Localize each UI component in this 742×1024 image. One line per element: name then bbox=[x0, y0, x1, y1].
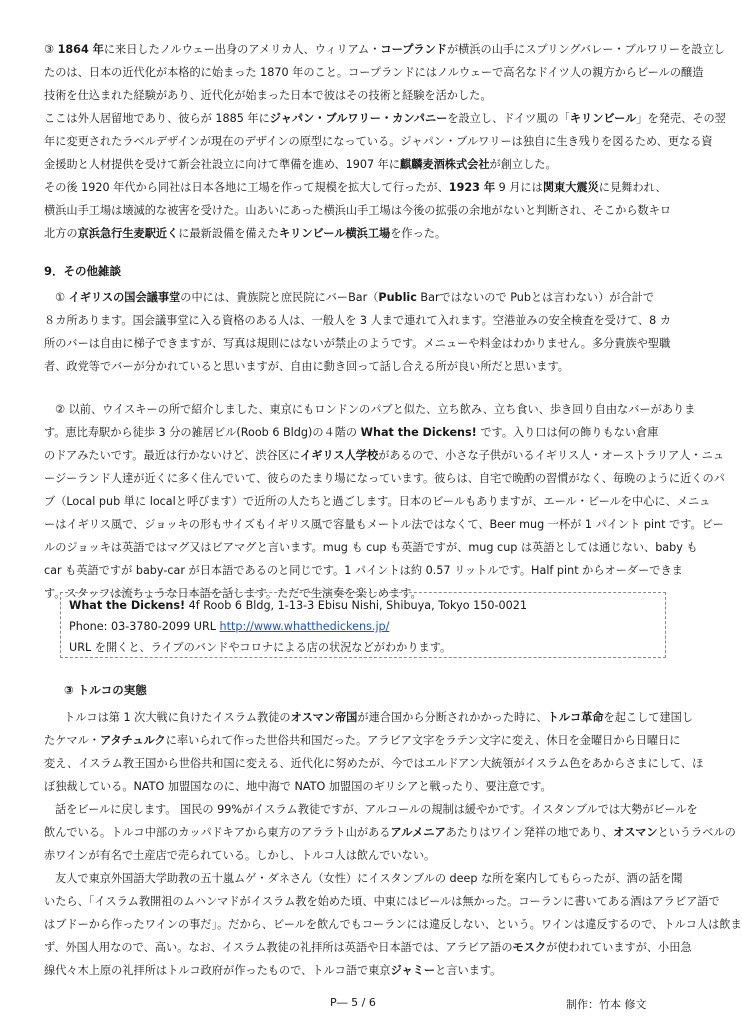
text-line: 横浜山手工場は壊滅的な被害を受けた。山あいにあった横浜山手工場は今後の拡張の余地がないと判断され、そこから数キロ bbox=[44, 204, 672, 217]
text-line: ここは外人居留地であり、彼らが 1885 年にジャパン・ブルワリー・カンパニーを設立し、ドイツ風の「キリンビール」を発売、その翌 bbox=[44, 112, 726, 125]
venue-info-box bbox=[60, 592, 666, 658]
item-3-text bbox=[44, 706, 742, 982]
text-line: はブドーから作ったワインの事だ」。だから、ビールを飲んでもコーランには違反しない、という。ワインは違反するので、トルコ人は飲ま bbox=[44, 918, 742, 931]
venue-address-line: What the Dickens! 4f Roob 6 Bldg, 1-13-3 Ebisu Nishi, Shibuya, Tokyo 150-0021 bbox=[69, 599, 527, 612]
text-line: のドアみたいです。最近は行かないけど、渋谷区にイギリス人学校があるので、小さな子供がいるイギリス人・オーストラリア人・ニュ bbox=[44, 449, 724, 462]
text-line: ブ（Local pub 単に localと呼びます）で近所の人たちと過ごします。日本のビールもありますが、エール・ビールを中心に、メニュ bbox=[44, 495, 711, 508]
text-line: 友人で東京外国語大学助教の五十嵐ムゲ・ダネさん（女性）にイスタンブルの deep な所を案内してもらったが、酒の話を聞 bbox=[55, 872, 683, 885]
text-line: 線代々木上原の礼拝所はトルコ政府が作ったもので、トルコ語で東京ジャミーと言います。 bbox=[44, 964, 502, 977]
text-line: ージーランド人達が近くに多く住んでいて、彼らのたまり場になっています。彼らは、自宅で晩酌の習慣がなく、毎晩のように近くのパ bbox=[44, 472, 725, 485]
text-line: 話をビールに戻します。 国民の 99%がイスラム教徒ですが、アルコールの規制は緩やかです。イスタンブルでは大勢がビールを bbox=[55, 803, 698, 816]
text-line: 飲んでいる。トルコ中部のカッパドキアから東方のアララト山があるアルメニアあたりはワイン発祥の地であり、オスマンというラベルの bbox=[44, 826, 736, 839]
venue-note: URL を開くと、ライブのバンドやコロナによる店の状況などがわかります。 bbox=[69, 641, 452, 654]
text-line: たケマル・アタチュルクに率いられて作った世俗共和国だった。アラビア文字をラテン文字に変え、休日を金曜日から日曜日に bbox=[44, 734, 681, 747]
text-line: ① イギリスの国会議事堂の中には、貴族院と庶民院にバーBar（Public Barではないので Pubとは言わない）が合計で bbox=[55, 291, 655, 304]
item-2-text bbox=[44, 398, 725, 605]
text-line: たのは、日本の近代化が本格的に始まった 1870 年のこと。コープランドにはノルウェーで高名なドイツ人の親方からビールの醸造 bbox=[44, 66, 704, 79]
text-line: 所のバーは自由に梯子できますが、写真は規則にはないが禁止のようです。メニューや料金はわかりません。多分貴族や聖職 bbox=[44, 337, 671, 350]
text-line: トルコは第 1 次大戦に負けたイスラム教徒のオスマン帝国が連合国から分断されかかった時に、トルコ革命を起こして建国し bbox=[64, 711, 694, 724]
text-line: ルのジョッキは英語ではマグ又はビアマグと言います。mug も cup も英語ですが、mug cup は英語としては通じない、baby も bbox=[44, 541, 698, 554]
text-line: ず、外国人用なので、高い。なお、イスラム教徒の礼拝所は英語や日本語では、アラビア語のモスクが使われていますが、小田急 bbox=[44, 941, 692, 954]
text-line: 者、政党等でバーが分かれていると思いますが、自由に動き回って話し合える所が良い所だと思います。 bbox=[44, 360, 569, 373]
text-line: いたら、「イスラム教開祖のムハンマドがイスラム教を始めた頃、中東にはビールは無かった。コーランに書いてある酒はアラビア語で bbox=[44, 895, 720, 908]
text-line: ② 以前、ウイスキーの所で紹介しました、東京にもロンドンのパブと似た、立ち飲み、立ち食い、歩き回り自由なバーがありま bbox=[55, 403, 696, 416]
text-line: す。恵比寿駅から徒歩 3 分の雑居ビル(Roob 6 Bldg)の４階の What the Dickens! です。入り口は何の飾りもない倉庫 bbox=[44, 426, 659, 439]
text-line: 技術を仕込まれた経験があり、近代化が始まった日本で彼はその技術と経験を活かした。 bbox=[44, 89, 492, 102]
text-line: ーはイギリス風で、ジョッキの形もサイズもイギリス風で容量もメートル法ではなくて、Beer mug 一杯が 1 パイント pint です。ビー bbox=[44, 518, 724, 531]
text-line: 金援助と人材提供を受けて新会社設立に向けて準備を進め、1907 年に麒麟麦酒株式会社が創立した。 bbox=[44, 158, 557, 171]
section-9-heading: 9．その他雑談 bbox=[44, 264, 122, 278]
text-line: 年に変更されたラベルデザインが現在のデザインの原型になっている。ジャパン・ブルワリーは独自に生き残りを図るため、更なる資 bbox=[44, 135, 713, 148]
page-number: P― 5 / 6 bbox=[330, 996, 376, 1009]
venue-url-link[interactable]: http://www.whatthedickens.jp/ bbox=[219, 620, 390, 633]
item-3-heading: ③ トルコの実態 bbox=[64, 683, 147, 697]
text-line: その後 1920 年代から同社は日本各地に工場を作って規模を拡大して行ったが、1923 年 9 月には関東大震災に見舞われ、 bbox=[44, 181, 667, 194]
venue-contact-line: Phone: 03-3780-2099 URL http://www.whatthedickens.jp/ bbox=[69, 620, 390, 633]
text-line: ぼ独裁している。NATO 加盟国なのに、地中海で NATO 加盟国のギリシアと戦ったり、要注意です。 bbox=[44, 780, 552, 793]
text-line: 北方の京浜急行生麦駅近くに最新設備を備えたキリンビール横浜工場を作った。 bbox=[44, 227, 447, 240]
item-1-text bbox=[44, 286, 689, 378]
author-credit: 制作：竹本 修文 bbox=[566, 998, 647, 1011]
text-line: 赤ワインが有名で土産店で売られている。しかし、トルコ人は飲んでいない。 bbox=[44, 849, 436, 862]
text-line: す。スタッフは流ちょうな日本語を話します。ただで生演奏を楽しめます。 bbox=[44, 587, 422, 600]
text-line: 変え、イスラム教王国から世俗共和国に変える、近代化に努めたが、今ではエルドアン大統領がイスラム色をあからさまにして、ほ bbox=[44, 757, 704, 770]
venue-name: What the Dickens! bbox=[69, 599, 186, 612]
section-8-text bbox=[44, 38, 726, 245]
text-line: ８カ所あります。国会議事堂に入る資格のある人は、一般人を 3 人まで連れて入れます。空港並みの安全検査を受けて、8 カ bbox=[44, 314, 672, 327]
text-line: car も英語ですが baby-car が日本語であるのと同じです。1 パイントは約 0.57 リットルです。Half pint からオーダーできま bbox=[44, 564, 683, 577]
text-line: ③ 1864 年に来日したノルウェー出身のアメリカ人、ウィリアム・コープランドが横浜の山手にスプリングバレー・ブルワリーを設立し bbox=[44, 43, 725, 56]
